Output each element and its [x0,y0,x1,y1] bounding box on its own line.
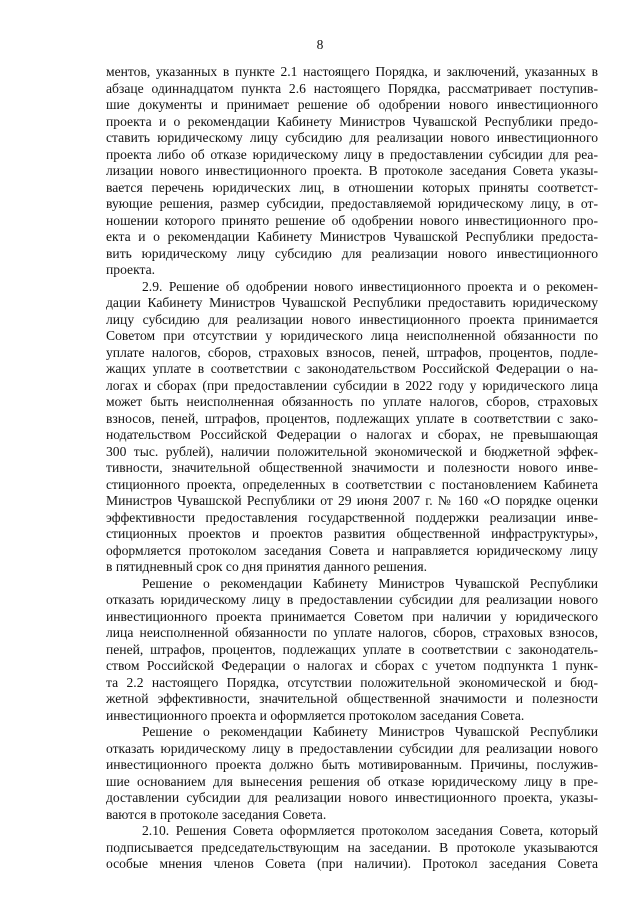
text-line: вается перечень юридических лиц, в отношении которых приняты соответст- [106,179,598,195]
text-line: ваются в протоколе заседания Совета. [106,806,327,822]
text-line: Министров Чувашской Республики от 29 июня 2007 г. № 160 «О порядке оценки [106,493,598,508]
text-line: может быть неисполненная обязанность по уплате налогов, сборов, страховых [106,394,598,409]
text-line: нодательством Российской Федерации о налогах и сборах, не превышающая [106,427,598,442]
text-line: уплате налогов, сборов, страховых взносов, пеней, штрафов, процентов, подле- [106,344,598,360]
text-line: лизации нового инвестиционного проекта. В протоколе заседания Совета указы- [106,163,598,178]
text-line: шие документы и принимает решение об одобрении нового инвестиционного [106,97,598,112]
text-line: пеней, штрафов, процентов, подлежащих уплате в соответствии с законодатель- [106,641,598,657]
text-line: шие основанием для вынесения решения об отказе юридическому лицу в пре- [106,773,598,789]
text-line: вующие решения, размер субсидии, предоставляемой юридическому лицу, в от- [106,196,598,211]
text-line: 2.9. Решение об одобрении нового инвестиционного проекта и о рекомен- [142,278,598,294]
text-line: Решение о рекомендации Кабинету Министров Чувашской Республики [142,575,598,591]
text-line: доставлении субсидии для реализации нового инвестиционного проекта, указы- [106,790,598,805]
text-line: инвестиционного проекта и оформляется протоколом заседания Совета. [106,707,525,723]
text-line: жетной эффективности, значительной общественной значимости и полезности [106,691,598,706]
text-line: логах и сборах (при предоставлении субсидии в 2022 году у юридического лица [106,377,598,393]
text-line: подписывается председательствующим на заседании. В протоколе указываются [106,839,598,855]
page-number: 8 [316,37,324,52]
text-line: оформляется протоколом заседания Совета и направляется юридическому лицу [106,542,598,558]
text-line: екта и о рекомендации Кабинету Министров Чувашской Республики предоста- [106,229,598,244]
text-line: Решение о рекомендации Кабинету Министров Чувашской Республики [142,724,598,739]
text-line: тивности, значительной общественной значимости и полезности нового инве- [106,460,598,475]
text-line: в пятидневный срок со дня принятия данного решения. [106,559,427,574]
text-line: взносов, пеней, штрафов, процентов, подлежащих уплате в соответствии с зако- [106,410,598,426]
text-line: эффективности предоставления государственной поддержки реализации инве- [106,509,598,525]
text-line: Советом при отсутствии у юридического лица неисполненной обязанности по [106,328,598,343]
text-line: стиционных проектов и проектов развития общественной инфраструктуры», [106,526,598,541]
text-line: жащих уплате в соответствии с законодательством Российской Федерации о на- [106,361,598,376]
text-line: стиционного проекта, определенных в соответствии с постановлением Кабинета [106,476,598,492]
text-line: проекта. [106,262,156,277]
text-line: ношении которого принято решение об одобрении нового инвестиционного про- [106,212,598,228]
text-line: инвестиционного проекта должно быть мотивированным. Причины, послужив- [106,757,598,772]
text-line: ством Российской Федерации о налогах и сборах с учетом подпункта 1 пунк- [106,658,598,673]
text-line: дации Кабинету Министров Чувашской Республики предоставить юридическому [106,295,598,310]
text-line: та 2.2 настоящего Порядка, отсутствии положительной экономической и бюд- [106,674,598,690]
text-line: ментов, указанных в пункте 2.1 настоящего Порядка, и заключений, указанных в [106,64,598,79]
text-line: абзаце одиннадцатом пункта 2.6 настоящего Порядка, рассматривает поступив- [106,80,598,96]
text-line: лицу субсидию для реализации нового инвестиционного проекта принимается [106,311,598,327]
text-line: отказать юридическому лицу в предоставлении субсидии для реализации нового [106,740,598,756]
document-body [106,64,598,873]
text-line: инвестиционного проекта принимается Советом при наличии у юридического [106,608,598,624]
text-line: особые мнения членов Совета (при наличии). Протокол заседания Совета [106,856,598,871]
text-line: 2.10. Решения Совета оформляется протоколом заседания Совета, который [142,823,598,838]
text-line: вить юридическому лицу субсидию для реализации нового инвестиционного [106,245,598,261]
text-line: лица неисполненной обязанности по уплате налогов, сборов, страховых взносов, [106,625,598,640]
text-line: 300 тыс. рублей), наличии положительной экономической и бюджетной эффек- [106,443,598,459]
text-line: проекта либо об отказе юридическому лицу в предоставлении субсидии для реа- [106,146,598,162]
text-line: отказать юридическому лицу в предоставлении субсидии для реализации нового [106,592,598,607]
text-line: проекта и о рекомендации Кабинету Министров Чувашской Республики предо- [106,113,598,129]
text-line: ставить юридическому лицу субсидию для реализации нового инвестиционного [106,130,598,145]
